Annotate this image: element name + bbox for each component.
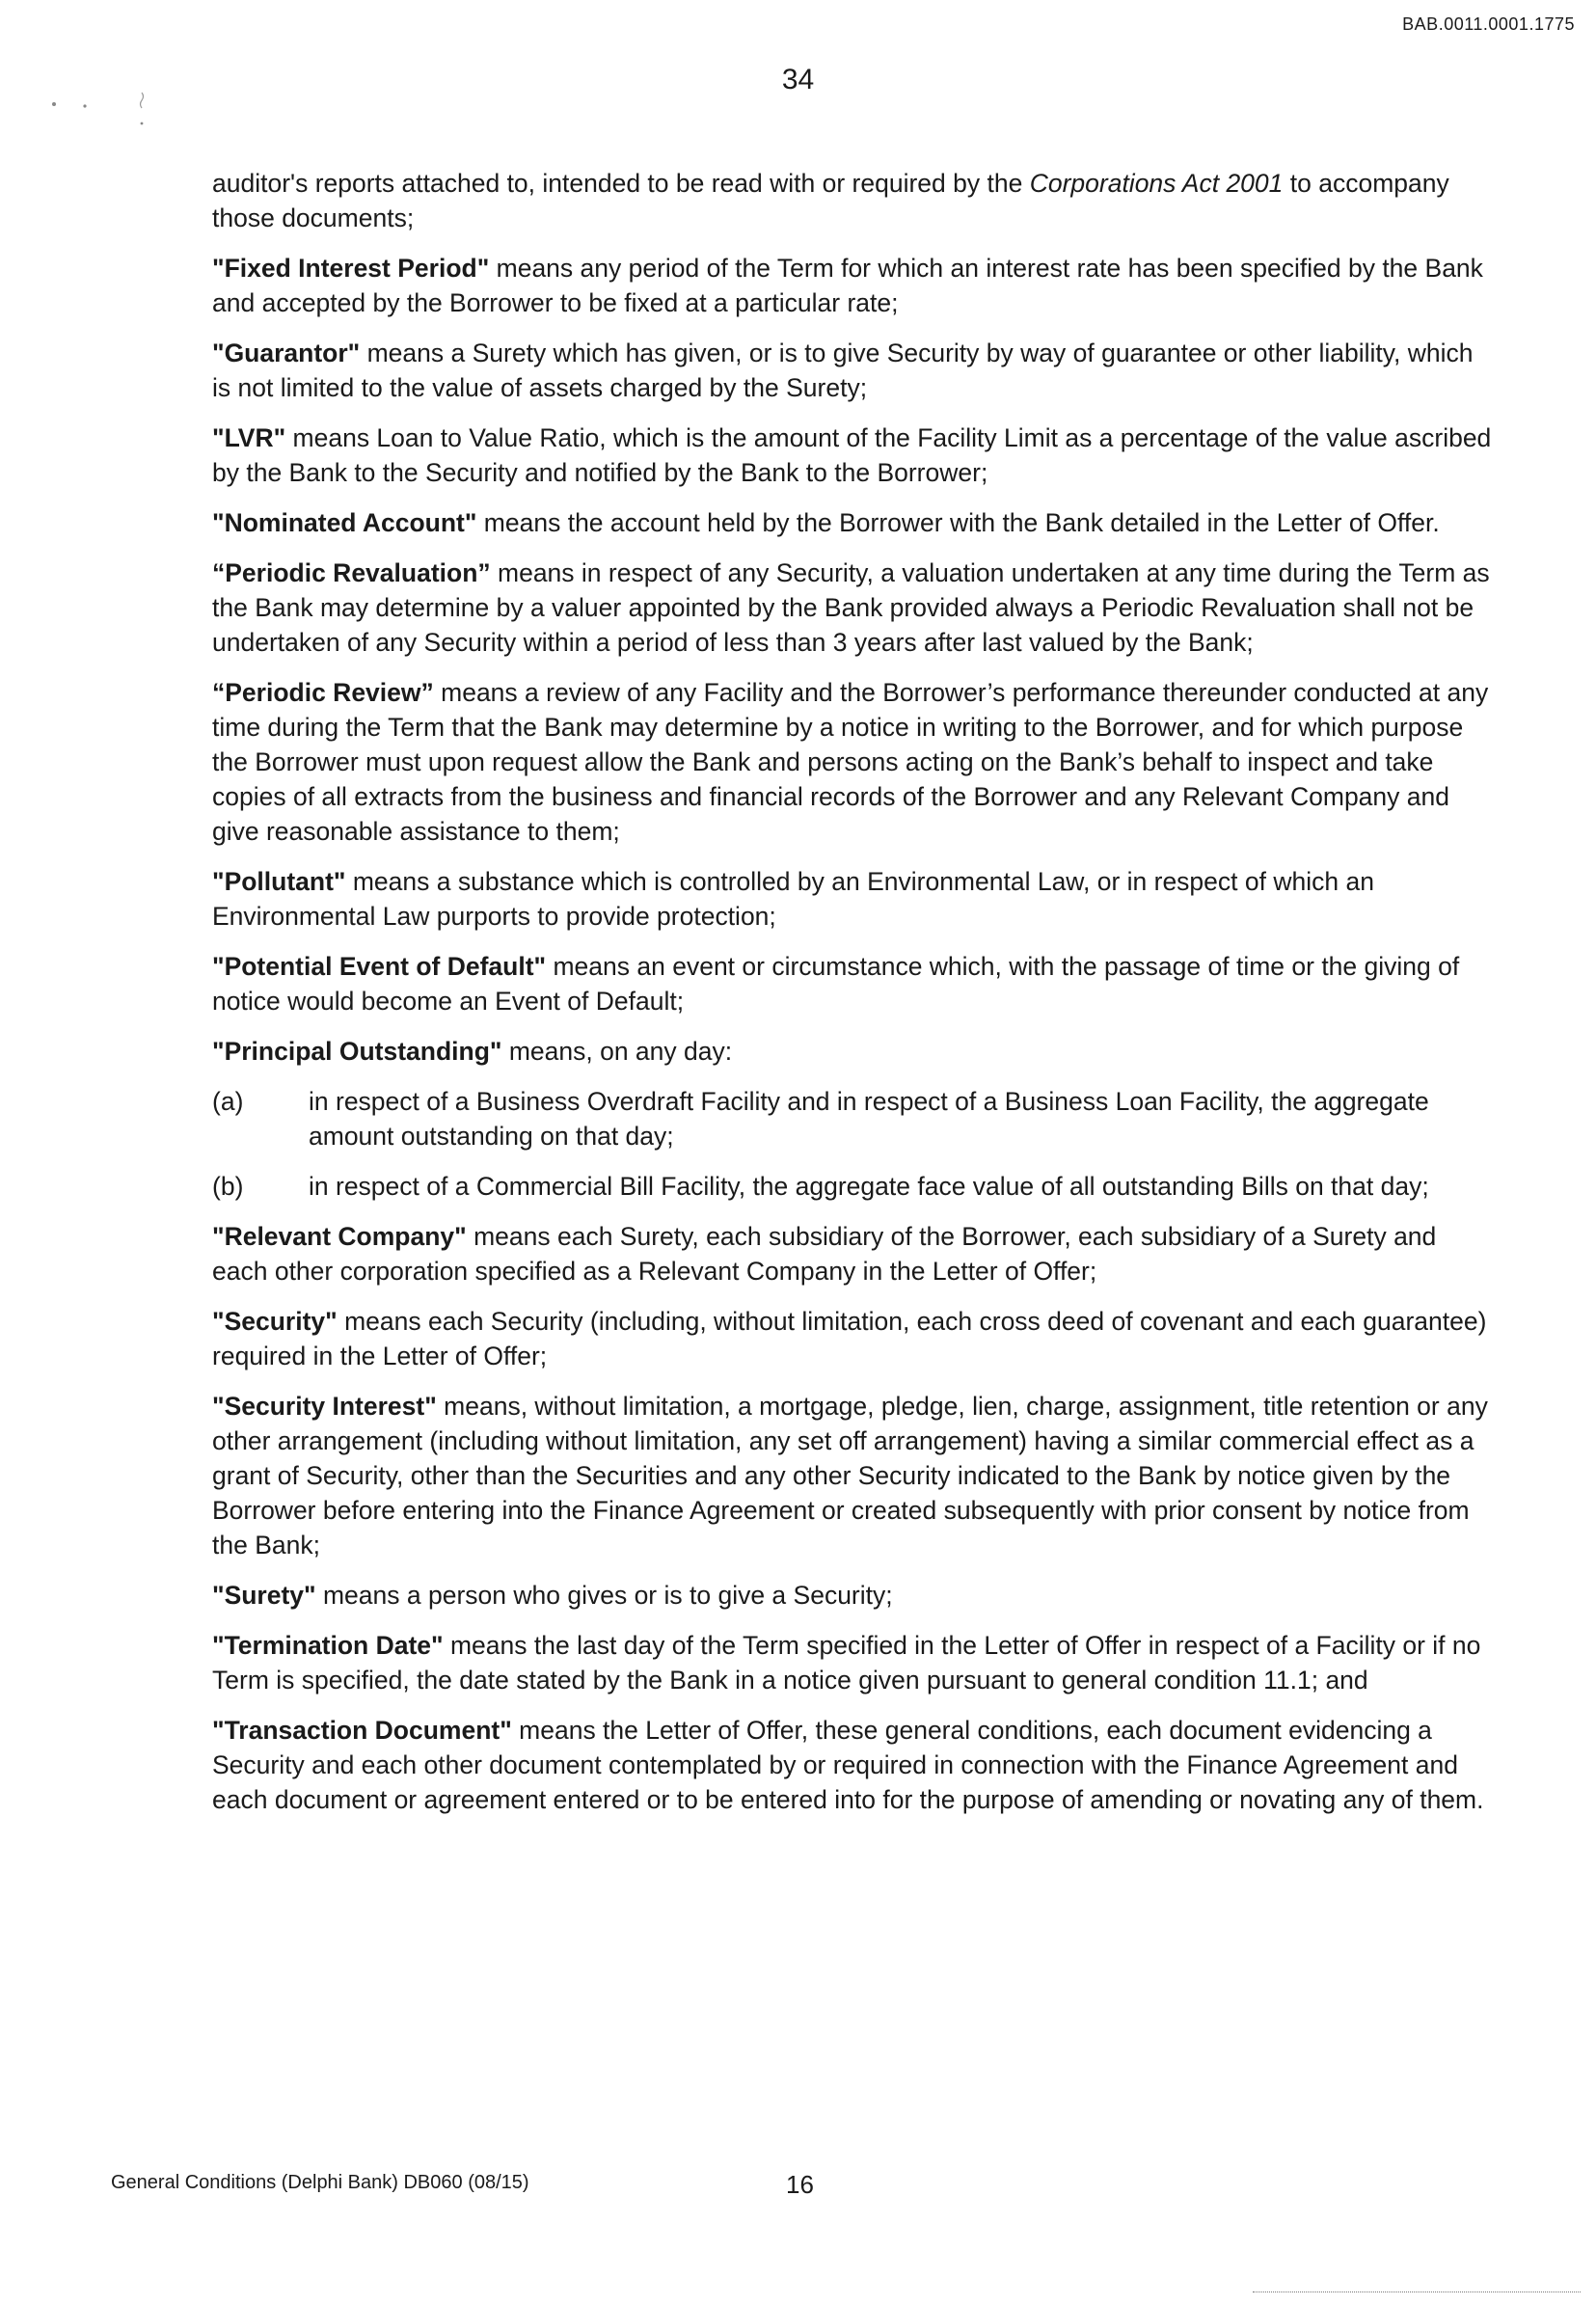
definition-term: "Pollutant" xyxy=(212,867,346,896)
page-number-top: 34 xyxy=(781,64,815,95)
definition-text: means a Surety which has given, or is to give Security by way of guarantee or other liability, which is not limited to the value of assets charged by the Surety; xyxy=(212,339,1474,402)
act-name: Corporations Act 2001 xyxy=(1029,169,1284,198)
definition-surety xyxy=(212,1578,1495,1613)
definition-text: means in respect of any Security, a valuation undertaken at any time during the Term as the Bank may determine by a valuer appointed by the Bank provided always a Periodic Revaluation shall not be undertaken of any Security within a period of less than 3 years after last valued by the Bank; xyxy=(212,558,1490,657)
definition-text: means any period of the Term for which an interest rate has been specified by the Bank and accepted by the Borrower to be fixed at a particular rate; xyxy=(212,254,1483,317)
definition-term: “Periodic Review” xyxy=(212,678,434,707)
definition-text: means each Surety, each subsidiary of the Borrower, each subsidiary of a Surety and each other corporation specified as a Relevant Company in the Letter of Offer; xyxy=(212,1222,1437,1286)
document-id: BAB.0011.0001.1775 xyxy=(1402,14,1575,34)
definition-text: means the Letter of Offer, these general conditions, each document evidencing a Security and each other document contemplated by or required in connection with the Finance Agreement and each document or agreement entered or to be entered into for the purpose of amending or novating any of them. xyxy=(212,1716,1484,1814)
definition-term: "LVR" xyxy=(212,423,286,452)
definition-text: means a review of any Facility and the Borrower’s performance thereunder conducted at any time during the Term that the Bank may determine by a notice in writing to the Borrower, and for which purpose the Borrower must upon request allow the Bank and persons acting on the Bank’s behalf to inspect and take copies of all extracts from the business and financial records of the Borrower and any Relevant Company and give reasonable assistance to them; xyxy=(212,678,1489,846)
definition-guarantor xyxy=(212,336,1495,405)
definition-term: "Principal Outstanding" xyxy=(212,1037,502,1066)
sub-item-text: in respect of a Business Overdraft Facility and in respect of a Business Loan Facility, the aggregate amount outstanding on that day; xyxy=(309,1087,1429,1151)
definition-pollutant xyxy=(212,864,1495,934)
definition-term: "Nominated Account" xyxy=(212,508,477,537)
definition-text: means the last day of the Term specified in the Letter of Offer in respect of a Facility or if no Term is specified, the date stated by the Bank in a notice given pursuant to general condition 11.1; and xyxy=(212,1631,1481,1695)
definition-transaction-document xyxy=(212,1713,1495,1817)
definition-term: "Guarantor" xyxy=(212,339,361,367)
definition-text: means each Security (including, without limitation, each cross deed of covenant and each guarantee) required in the Letter of Offer; xyxy=(212,1307,1487,1370)
definition-term: "Fixed Interest Period" xyxy=(212,254,490,283)
sub-item-label: (a) xyxy=(212,1087,244,1116)
definition-text: means Loan to Value Ratio, which is the amount of the Facility Limit as a percentage of the value ascribed by the Bank to the Security and notified by the Bank to the Borrower; xyxy=(212,423,1492,487)
definition-term: "Termination Date" xyxy=(212,1631,444,1660)
intro-text: auditor's reports attached to, intended to be read with or required by the xyxy=(212,169,1030,198)
footer-document-title: General Conditions (Delphi Bank) DB060 (08/15) xyxy=(111,2172,529,2193)
document-body xyxy=(212,166,1495,1832)
definition-term: "Surety" xyxy=(212,1581,316,1610)
definition-text: means, on any day: xyxy=(501,1037,733,1066)
definition-text: means an event or circumstance which, with the passage of time or the giving of notice would become an Event of Default; xyxy=(212,952,1460,1016)
scan-specks xyxy=(48,87,154,135)
definition-periodic-revaluation xyxy=(212,556,1495,660)
definition-principal-outstanding xyxy=(212,1034,1495,1069)
intro-paragraph xyxy=(212,166,1495,235)
definition-termination-date xyxy=(212,1628,1495,1697)
intro-text-end: to accompany those documents; xyxy=(212,169,1449,232)
definition-term: "Security" xyxy=(212,1307,338,1336)
definition-term: "Potential Event of Default" xyxy=(212,952,547,981)
definition-text: means a substance which is controlled by an Environmental Law, or in respect of which an Environmental Law purports to provide protection; xyxy=(212,867,1374,931)
definition-term: “Periodic Revaluation” xyxy=(212,558,491,587)
definition-periodic-review xyxy=(212,675,1495,849)
definition-security-interest xyxy=(212,1389,1495,1562)
definition-fixed-interest-period xyxy=(212,251,1495,320)
definition-term: "Relevant Company" xyxy=(212,1222,467,1251)
sub-item-label: (b) xyxy=(212,1172,244,1201)
definition-term: "Transaction Document" xyxy=(212,1716,512,1745)
definition-potential-event-of-default xyxy=(212,949,1495,1018)
footer-dotted-rule xyxy=(1253,2291,1581,2292)
principal-item-b xyxy=(212,1169,1495,1204)
definition-text: means the account held by the Borrower with the Bank detailed in the Letter of Offer. xyxy=(476,508,1440,537)
definition-text: means a person who gives or is to give a Security; xyxy=(315,1581,893,1610)
definition-lvr xyxy=(212,420,1495,490)
definition-nominated-account xyxy=(212,505,1495,540)
definition-term: "Security Interest" xyxy=(212,1392,437,1421)
definition-security xyxy=(212,1304,1495,1373)
definition-relevant-company xyxy=(212,1219,1495,1288)
sub-item-text: in respect of a Commercial Bill Facility, the aggregate face value of all outstanding Bills on that day; xyxy=(309,1172,1429,1201)
principal-item-a xyxy=(212,1084,1495,1153)
definition-text: means, without limitation, a mortgage, pledge, lien, charge, assignment, title retention or any other arrangement (including without limitation, any set off arrangement) having a similar commercial effect as a grant of Security, other than the Securities and any other Security indicated to the Bank by notice given by the Borrower before entering into the Finance Agreement or created subsequently with prior consent by notice from the Bank; xyxy=(212,1392,1488,1559)
footer-page-number: 16 xyxy=(786,2170,814,2199)
